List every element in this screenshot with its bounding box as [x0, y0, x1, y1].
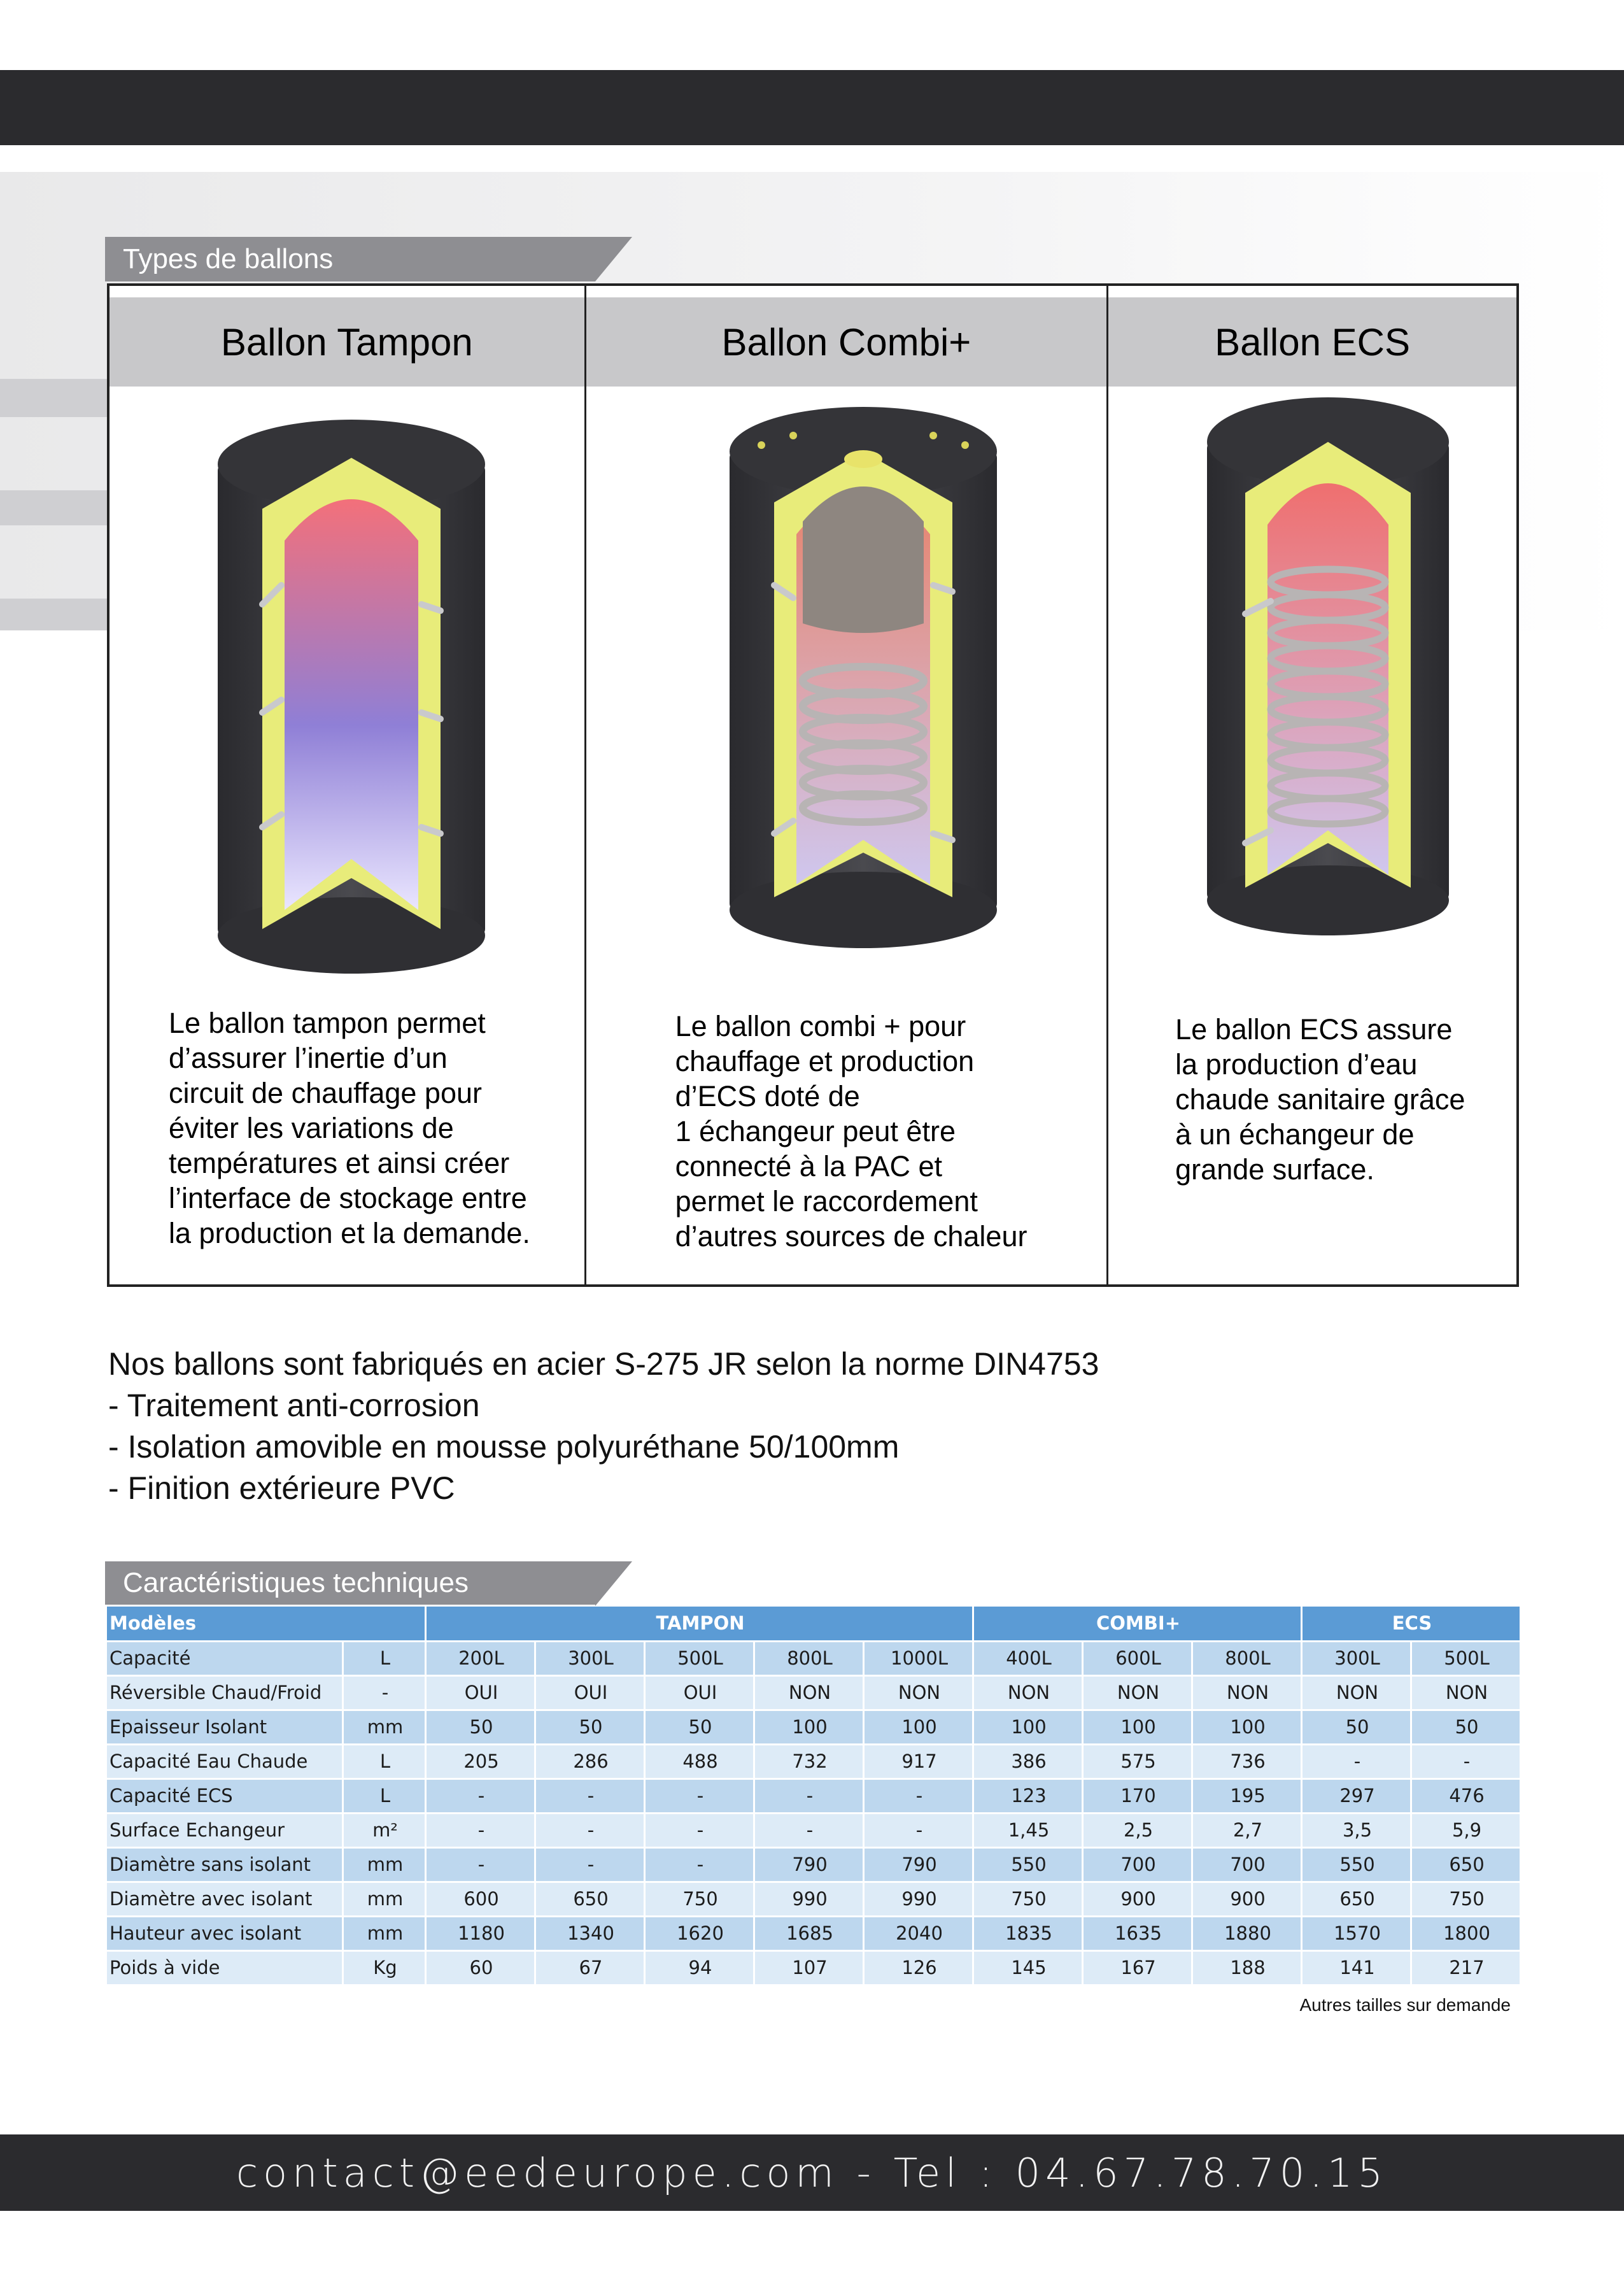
- ballon-column-combi: [584, 286, 1107, 1284]
- header-models: Modèles: [107, 1607, 425, 1641]
- table-cell: 736: [1192, 1744, 1301, 1778]
- table-cell: 100: [1192, 1710, 1301, 1744]
- table-cell: -: [863, 1813, 973, 1847]
- feature-line: - Traitement anti-corrosion: [108, 1388, 480, 1423]
- row-label: Surface Echangeur: [107, 1813, 342, 1847]
- feature-line: - Finition extérieure PVC: [108, 1470, 455, 1506]
- table-cell: 575: [1082, 1744, 1192, 1778]
- table-cell: 488: [644, 1744, 754, 1778]
- table-cell: 500L: [1411, 1641, 1520, 1675]
- row-unit: mm: [342, 1882, 425, 1916]
- feature-line: - Isolation amovible en mousse polyuréthane 50/100mm: [108, 1429, 900, 1465]
- table-cell: 170: [1082, 1778, 1192, 1813]
- table-cell: 145: [973, 1950, 1082, 1985]
- table-cell: 300L: [1301, 1641, 1411, 1675]
- row-label: Capacité Eau Chaude: [107, 1744, 342, 1778]
- table-cell: -: [535, 1778, 644, 1813]
- row-label: Diamètre avec isolant: [107, 1882, 342, 1916]
- table-cell: 2,5: [1082, 1813, 1192, 1847]
- table-cell: 94: [644, 1950, 754, 1985]
- table-cell: NON: [863, 1675, 973, 1710]
- table-cell: -: [644, 1847, 754, 1882]
- table-cell: 1800: [1411, 1916, 1520, 1950]
- other-sizes-note: Autres tailles sur demande: [1299, 1995, 1511, 2015]
- table-cell: 600: [425, 1882, 535, 1916]
- table-row: [107, 1641, 1520, 1675]
- table-cell: 1685: [754, 1916, 863, 1950]
- table-cell: 50: [1411, 1710, 1520, 1744]
- table-cell: 217: [1411, 1950, 1520, 1985]
- table-row: [107, 1744, 1520, 1778]
- footer-contact[interactable]: contact@eedeurope.com - Tel : 04.67.78.70.15: [236, 2149, 1388, 2196]
- table-cell: -: [425, 1813, 535, 1847]
- table-cell: 1835: [973, 1916, 1082, 1950]
- table-cell: 800L: [1192, 1641, 1301, 1675]
- table-cell: 2040: [863, 1916, 973, 1950]
- table-cell: NON: [973, 1675, 1082, 1710]
- table-cell: -: [1411, 1744, 1520, 1778]
- table-cell: 205: [425, 1744, 535, 1778]
- table-row: [107, 1916, 1520, 1950]
- table-cell: OUI: [425, 1675, 535, 1710]
- table-row: [107, 1882, 1520, 1916]
- tampon-tank-illustration: [218, 420, 485, 980]
- row-unit: m²: [342, 1813, 425, 1847]
- row-unit: mm: [342, 1710, 425, 1744]
- ballon-title: Ballon Combi+: [586, 297, 1107, 387]
- table-cell: 600L: [1082, 1641, 1192, 1675]
- table-cell: NON: [754, 1675, 863, 1710]
- table-cell: 297: [1301, 1778, 1411, 1813]
- section-tab-types: [105, 237, 595, 281]
- decor-stripe: [0, 379, 108, 417]
- table-cell: 141: [1301, 1950, 1411, 1985]
- table-cell: 167: [1082, 1950, 1192, 1985]
- table-cell: 100: [973, 1710, 1082, 1744]
- table-cell: 550: [1301, 1847, 1411, 1882]
- section-title: Caractéristiques techniques: [123, 1567, 469, 1598]
- row-label: Epaisseur Isolant: [107, 1710, 342, 1744]
- row-unit: L: [342, 1778, 425, 1813]
- table-cell: 1620: [644, 1916, 754, 1950]
- table-cell: 550: [973, 1847, 1082, 1882]
- table-cell: 50: [1301, 1710, 1411, 1744]
- table-cell: -: [644, 1813, 754, 1847]
- ballon-column-ecs: [1106, 286, 1516, 1284]
- table-row: [107, 1950, 1520, 1985]
- table-cell: 900: [1192, 1882, 1301, 1916]
- top-banner: [0, 70, 1624, 145]
- table-cell: -: [644, 1778, 754, 1813]
- row-label: Poids à vide: [107, 1950, 342, 1985]
- table-cell: 1635: [1082, 1916, 1192, 1950]
- table-cell: 100: [863, 1710, 973, 1744]
- table-cell: 3,5: [1301, 1813, 1411, 1847]
- table-cell: 300L: [535, 1641, 644, 1675]
- table-cell: 750: [1411, 1882, 1520, 1916]
- table-cell: -: [754, 1778, 863, 1813]
- table-cell: NON: [1192, 1675, 1301, 1710]
- table-cell: 650: [1411, 1847, 1520, 1882]
- table-cell: 500L: [644, 1641, 754, 1675]
- table-row: [107, 1710, 1520, 1744]
- table-cell: 700: [1192, 1847, 1301, 1882]
- table-cell: NON: [1411, 1675, 1520, 1710]
- table-cell: 286: [535, 1744, 644, 1778]
- table-cell: 750: [644, 1882, 754, 1916]
- table-row: [107, 1847, 1520, 1882]
- ballon-description: Le ballon ECS assure la production d’eau chaude sanitaire grâce à un échangeur de grande surface.: [1175, 1013, 1465, 1186]
- table-cell: 750: [973, 1882, 1082, 1916]
- section-tab-specs: [105, 1561, 595, 1605]
- row-label: Capacité ECS: [107, 1778, 342, 1813]
- table-cell: NON: [1301, 1675, 1411, 1710]
- spec-table: [107, 1607, 1522, 1986]
- table-cell: 50: [425, 1710, 535, 1744]
- table-cell: 386: [973, 1744, 1082, 1778]
- feature-line: Nos ballons sont fabriqués en acier S-275 JR selon la norme DIN4753: [108, 1346, 1099, 1382]
- table-cell: OUI: [535, 1675, 644, 1710]
- table-cell: 1880: [1192, 1916, 1301, 1950]
- table-cell: 476: [1411, 1778, 1520, 1813]
- table-cell: 917: [863, 1744, 973, 1778]
- table-cell: 126: [863, 1950, 973, 1985]
- table-cell: 790: [863, 1847, 973, 1882]
- ballon-title: Ballon Tampon: [109, 297, 584, 387]
- table-cell: 1000L: [863, 1641, 973, 1675]
- row-unit: L: [342, 1641, 425, 1675]
- row-unit: mm: [342, 1916, 425, 1950]
- header-group: ECS: [1301, 1607, 1520, 1641]
- table-cell: 195: [1192, 1778, 1301, 1813]
- ecs-tank-illustration: [1207, 397, 1449, 945]
- table-row: [107, 1778, 1520, 1813]
- table-cell: 790: [754, 1847, 863, 1882]
- table-row: [107, 1813, 1520, 1847]
- row-unit: Kg: [342, 1950, 425, 1985]
- row-label: Diamètre sans isolant: [107, 1847, 342, 1882]
- header-group: COMBI+: [973, 1607, 1301, 1641]
- table-cell: 1340: [535, 1916, 644, 1950]
- table-header-row: [107, 1607, 1520, 1641]
- table-cell: 650: [1301, 1882, 1411, 1916]
- table-cell: -: [1301, 1744, 1411, 1778]
- table-row: [107, 1675, 1520, 1710]
- table-cell: 123: [973, 1778, 1082, 1813]
- table-cell: NON: [1082, 1675, 1192, 1710]
- decor-stripe: [0, 599, 108, 630]
- table-cell: 1180: [425, 1916, 535, 1950]
- ballon-types-panel: [107, 283, 1519, 1287]
- table-cell: 700: [1082, 1847, 1192, 1882]
- table-cell: 50: [535, 1710, 644, 1744]
- table-cell: 990: [754, 1882, 863, 1916]
- table-cell: -: [535, 1813, 644, 1847]
- section-title: Types de ballons: [123, 243, 334, 274]
- table-cell: -: [425, 1847, 535, 1882]
- table-cell: 732: [754, 1744, 863, 1778]
- table-cell: 5,9: [1411, 1813, 1520, 1847]
- ballon-column-tampon: [109, 286, 584, 1284]
- table-cell: 990: [863, 1882, 973, 1916]
- table-cell: -: [425, 1778, 535, 1813]
- table-cell: 400L: [973, 1641, 1082, 1675]
- table-cell: 650: [535, 1882, 644, 1916]
- combi-tank-illustration: [730, 407, 997, 955]
- row-unit: mm: [342, 1847, 425, 1882]
- row-label: Hauteur avec isolant: [107, 1916, 342, 1950]
- table-cell: 188: [1192, 1950, 1301, 1985]
- row-unit: -: [342, 1675, 425, 1710]
- table-cell: 67: [535, 1950, 644, 1985]
- footer-bar: [0, 2134, 1624, 2211]
- table-cell: 900: [1082, 1882, 1192, 1916]
- table-cell: 60: [425, 1950, 535, 1985]
- table-cell: 100: [1082, 1710, 1192, 1744]
- table-cell: -: [754, 1813, 863, 1847]
- table-cell: 100: [754, 1710, 863, 1744]
- table-cell: 50: [644, 1710, 754, 1744]
- row-unit: L: [342, 1744, 425, 1778]
- table-cell: 800L: [754, 1641, 863, 1675]
- table-cell: 2,7: [1192, 1813, 1301, 1847]
- ballon-description: Le ballon tampon permet d’assurer l’inertie d’un circuit de chauffage pour éviter les variations de températures et ainsi créer l’interface de stockage entre la production et la demande.: [169, 1007, 530, 1249]
- product-features: [108, 1344, 1099, 1509]
- table-cell: -: [535, 1847, 644, 1882]
- table-cell: 107: [754, 1950, 863, 1985]
- table-cell: -: [863, 1778, 973, 1813]
- row-label: Réversible Chaud/Froid: [107, 1675, 342, 1710]
- table-cell: 1570: [1301, 1916, 1411, 1950]
- header-group: TAMPON: [425, 1607, 973, 1641]
- ballon-description: Le ballon combi + pour chauffage et production d’ECS doté de 1 échangeur peut être connecté à la PAC et permet le raccordement d’autres sources de chaleur: [675, 1010, 1027, 1253]
- table-cell: 200L: [425, 1641, 535, 1675]
- table-cell: 1,45: [973, 1813, 1082, 1847]
- decor-stripe: [0, 490, 108, 525]
- ballon-title: Ballon ECS: [1108, 297, 1516, 387]
- row-label: Capacité: [107, 1641, 342, 1675]
- table-cell: OUI: [644, 1675, 754, 1710]
